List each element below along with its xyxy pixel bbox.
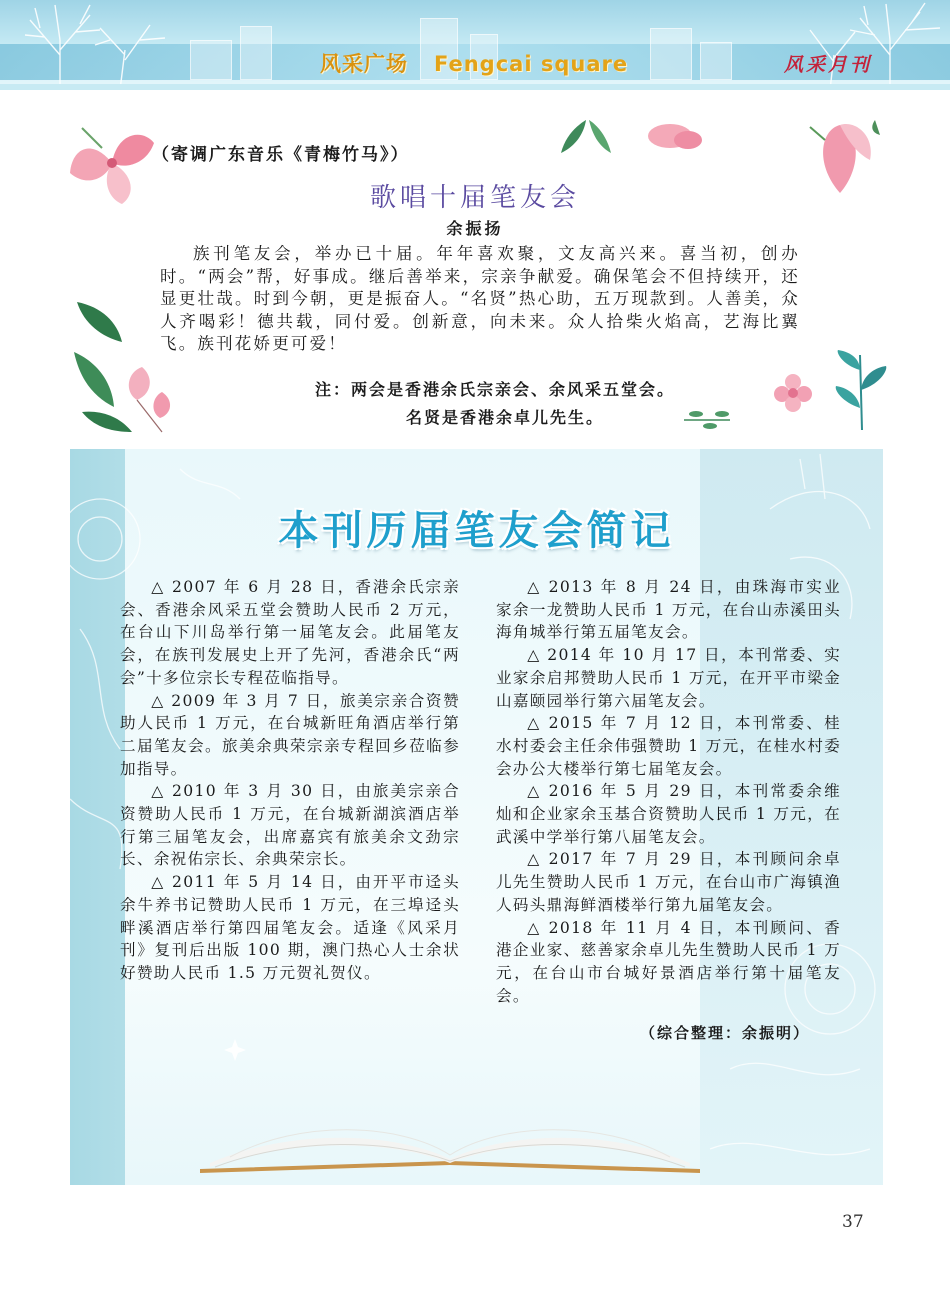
poem-note-line1: 注：两会是香港余氏宗亲会、余风采五堂会。	[314, 380, 675, 399]
history-entry: △ 2013 年 8 月 24 日，由珠海市实业家余一龙赞助人民币 1 万元，在台山赤溪田头海角城举行第五届笔友会。	[496, 578, 841, 642]
poem-tune: （寄调广东音乐《青梅竹马》）	[152, 145, 410, 165]
poem-body	[160, 243, 800, 356]
history-entry: △ 2010 年 3 月 30 日，由旅美宗亲合资赞助人民币 1 万元，在台城新湖滨酒店举行第三届笔友会，出席嘉宾有旅美余文劲宗长、余祝佑宗长、余典荣宗长。	[120, 782, 460, 869]
magazine-name: 风采月刊	[784, 54, 873, 76]
history-panel	[70, 449, 883, 1185]
history-entry: △ 2018 年 11 月 4 日，本刊顾问、香港企业家、慈善家余卓儿先生赞助人民币 1 万元，在台山市台城好景酒店举行第十届笔友会。	[496, 918, 841, 1005]
history-entry: △ 2007 年 6 月 28 日，香港余氏宗亲会、香港余风采五堂会赞助人民币 2 万元，在台山下川岛举行第一届笔友会。此届笔友会，在族刊发展史上开了先河，香港余氏“两会”十多位宗长专程莅临指导。	[120, 578, 460, 687]
left-column	[120, 576, 460, 985]
history-entry: △ 2011 年 5 月 14 日，由开平市迳头余牛养书记赞助人民币 1 万元，在三埠迳头畔溪酒店举行第四届笔友会。适逢《风采月刊》复刊后出版 100 期，澳门热心人士余状好赞助人民币 1.5 万元贺礼贺仪。	[120, 873, 460, 982]
history-entry: △ 2015 年 7 月 12 日，本刊常委、桂水村委会主任余伟强赞助 1 万元，在桂水村委会办公大楼举行第七届笔友会。	[496, 714, 841, 778]
banner-bottom-line	[0, 84, 950, 90]
tree-left-illustration	[0, 0, 170, 90]
header-banner	[0, 0, 950, 90]
section-title: 本刊历届笔友会简记	[278, 508, 675, 554]
poem-title: 歌唱十届笔友会	[369, 183, 580, 213]
page-number: 37	[842, 1212, 864, 1232]
history-entry: △ 2009 年 3 月 7 日，旅美宗亲合资赞助人民币 1 万元，在台城新旺角酒店举行第二届笔友会。旅美余典荣宗亲专程回乡莅临参加指导。	[120, 691, 460, 778]
banner-title-cn: 风采广场	[320, 52, 408, 76]
flower-bud-top-illustration	[640, 118, 710, 158]
building-silhouette	[700, 42, 732, 80]
building-silhouette	[650, 28, 692, 80]
poem-note-line2: 名贤是香港余卓儿先生。	[405, 408, 604, 427]
building-silhouette	[190, 40, 232, 80]
history-entry: △ 2017 年 7 月 29 日，本刊顾问余卓儿先生赞助人民币 1 万元，在台山市广海镇渔人码头鼎海鲜酒楼举行第九届笔友会。	[496, 850, 841, 914]
right-column	[496, 576, 841, 1007]
banner-title	[320, 48, 628, 78]
building-silhouette	[240, 26, 272, 80]
history-entry: △ 2016 年 5 月 29 日，本刊常委余维灿和企业家余玉基合资赞助人民币 1 万元，在武溪中学举行第八届笔友会。	[496, 782, 841, 846]
leaves-top-illustration	[556, 118, 616, 158]
poem-text: 族刊笔友会，举办已十届。年年喜欢聚，文友高兴来。喜当初，创办时。“两会”帮，好事成。继后善举来，宗亲争献爱。确保笔会不但持续开，还显更壮哉。时到今朝，更是振奋人。“名贤”热心助，五万现款到。人善美，众人齐喝彩！德共载，同付爱。创新意，向未来。众人拾柴火焰高，艺海比翼飞。族刊花娇更可爱！	[160, 244, 800, 353]
banner-title-en: Fengcai square	[434, 52, 629, 76]
poem-author: 余振扬	[446, 219, 504, 238]
history-entry: △ 2014 年 10 月 17 日，本刊常委、实业家余启邦赞助人民币 1 万元，在开平市梁金山嘉颐园举行第六届笔友会。	[496, 646, 841, 710]
compiler-credit: （综合整理：余振明）	[640, 1024, 811, 1042]
open-book-illustration	[200, 1089, 700, 1174]
